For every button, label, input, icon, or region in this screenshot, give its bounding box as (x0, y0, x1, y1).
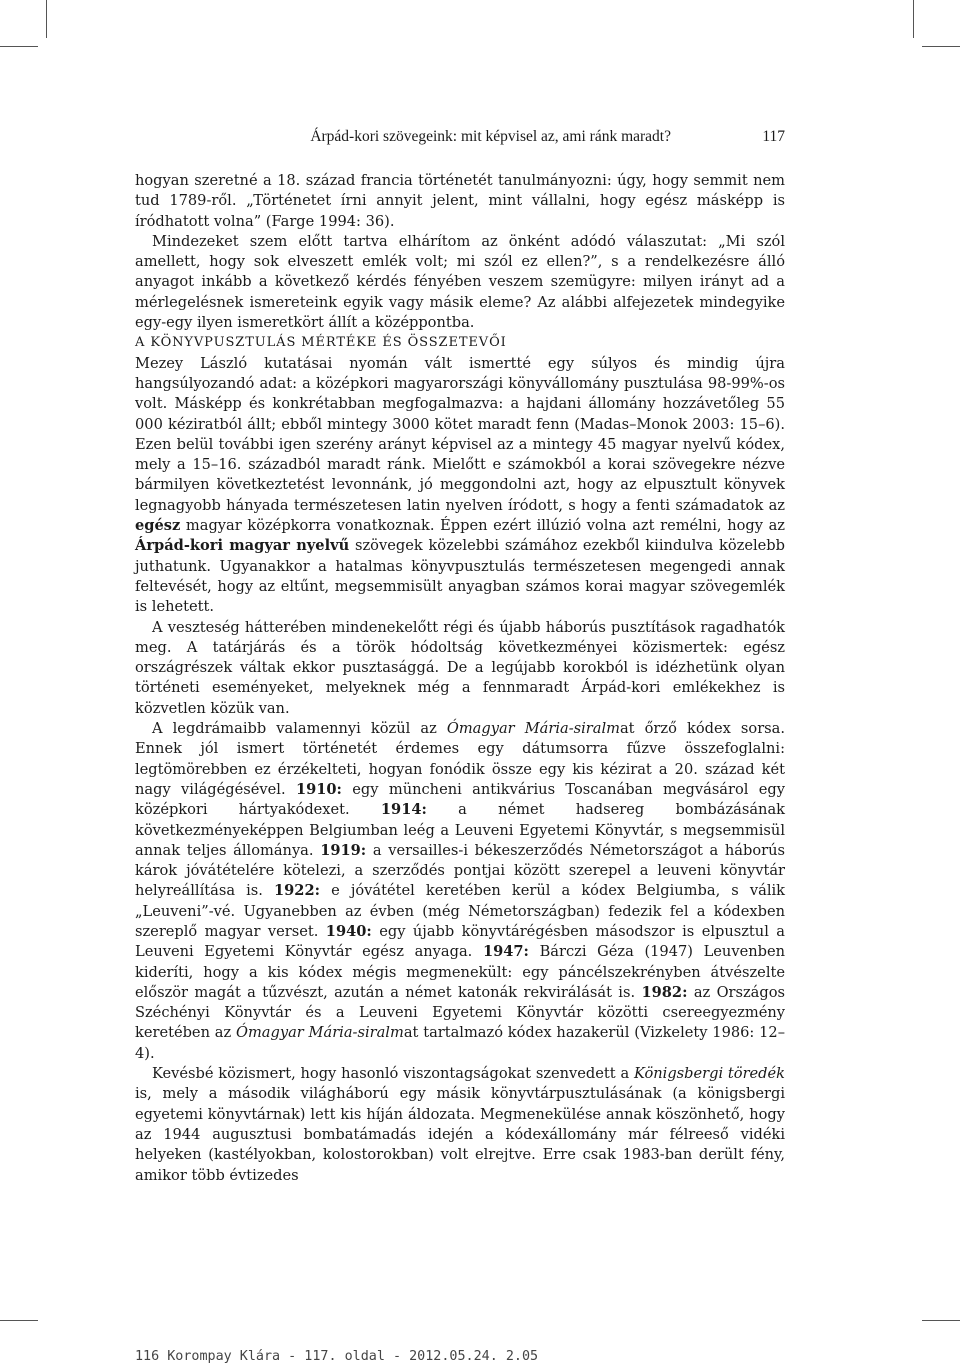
year-label: 1919: (320, 841, 367, 859)
text-run: A veszteség hátterében mindenekelőtt régi és újabb háborús pusztítások ragadhatók meg. A tatárjárás és a török hódoltság következményei közismertek: egész országrészek váltak ekkor pusztasággá. De a legújabb korokból is idézhetünk olyan történeti eseményeket, melyeknek még a fennmaradt Árpád-kori emlékekhez is közvetlen közük van. (135, 618, 785, 717)
italic-run: Ómagyar Mária-siralm (446, 720, 620, 738)
text-run: magyar középkorra vonatkoznak. Éppen ezért illúzió volna azt remélni, hogy az (180, 517, 785, 535)
year-label: 1947: (482, 943, 529, 961)
body-text (135, 171, 785, 1186)
crop-mark-top-right-h (922, 46, 960, 47)
text-run: at tartalmazó kódex hazakerül (Vizkelety 1986: 12–4). (135, 1024, 786, 1062)
text-run: Kevésbé közismert, hogy hasonló viszontagságokat szenvedett a (152, 1065, 634, 1083)
section-title: A KÖNYVPUSZTULÁS MÉRTÉKE ÉS ÖSSZETEVŐI (135, 335, 507, 351)
paragraph-6 (135, 1064, 785, 1186)
paragraph-5 (135, 719, 785, 1064)
crop-mark-top-left-h (0, 46, 38, 47)
text-run: az Országos Széchényi Könyvtár és a Leuveni Egyetemi Könyvtár közötti csereegyezmény keretében az (135, 983, 785, 1042)
italic-run: Ómagyar Mária-siralm (235, 1024, 404, 1042)
paragraph-3 (135, 354, 785, 618)
text-run: hogyan szeretné a 18. század francia történetét tanulmányozni: úgy, hogy semmit nem tud 1789-ről. „Történetet írni annyit jelent, mint vállalni, hogy egész másképp is íródhatott volna” (Farge 1994: 36). (135, 172, 785, 230)
text-run: Bárczi Géza (1947) Leuvenben kideríti, hogy a kis kódex mégis megmenekült: egy páncélszekrényben átvészelte először magát a tűzvészt, azután a német katonák rekvirálását is. (135, 943, 785, 1001)
year-label: 1982: (641, 983, 688, 1001)
year-label: 1940: (325, 922, 372, 940)
text-run: egy müncheni antikvárius Toscanában megvásárol egy középkori hártyakódexet. (135, 780, 786, 819)
text-run: Mindezeket szem előtt tartva elhárítom az önként adódó válaszutat: „Mi szól amellett, hogy sok elveszett emlék volt; mi szól ez ellen?”, s a rendelkezésre álló anyagot inkább a következő kérdés fényében veszem szemügyre: milyen irányt ad a mérlegelésnek ismereteink egyik vagy másik eleme? Az alábbi alfejezetek mindegyike egy-egy ilyen ismeretkört állít a középpontba. (135, 232, 785, 332)
year-label: 1910: (295, 780, 342, 798)
running-title: Árpád-kori szövegeink: mit képvisel az, ami ránk maradt? (310, 128, 671, 145)
text-run: a versailles-i békeszerződés Németországot a háborús károk jóvátételére kötelezi, a szerződés pontjai között szerepel a leuveni könyvtár helyreállítása is. (135, 841, 785, 900)
crop-mark-bottom-right-h (922, 1320, 960, 1321)
year-label: 1914: (380, 801, 427, 819)
bold-run: Árpád-kori magyar nyelvű (135, 537, 350, 555)
text-run: at őrző kódex sorsa. Ennek jól ismert történetét érdemes egy dátumsorra fűzve összefoglalni: legtömörebben ez érzékelteti, hogyan fonódik össze egy kis kézirat a 20. század két nagy világégésével. (135, 720, 785, 798)
paragraph-4 (135, 618, 785, 719)
text-run: e jóvátétel keretében kerül a kódex Belgiumba, s válik „Leuveni”-vé. Ugyanebben az évben (még Németországban) fedezik fel a kódexben szereplő magyar verset. (135, 882, 785, 940)
text-run: Mezey László kutatásai nyomán vált ismertté egy súlyos és mindig újra hangsúlyozandó adat: a középkori magyarországi könyvállomány pusztulása 98-99%-os volt. Másképp és konkrétabban megfogalmazva: a hajdani állomány hozzávetőleg 55 000 kéziratból állt; ebből mintegy 3000 kötet maradt fenn (Madas–Monok 2003: 15–6). Ezen belül további igen szerény arányt képvisel az a mintegy 45 magyar nyelvű kódex, mely a 15–16. századból maradt ránk. Mielőtt e számokból a korai szövegekre nézve bármilyen következtetést levonnánk, jó meggondolni azt, hogy az elpusztult könyvek legnagyobb hányada természetesen latin nyelven íródott, s hogy a fenti számadatok az (135, 354, 785, 514)
print-slug: 116 Korompay Klára - 117. oldal - 2012.05.24. 2.05 (135, 1349, 539, 1364)
bold-run: egész (135, 517, 181, 535)
running-header (135, 128, 785, 152)
text-run: egy újabb könyvtárégésben másodszor is elpusztul a Leuveni Egyetemi Könyvtár egész anyaga. (135, 922, 785, 961)
crop-mark-top-right-v (913, 0, 914, 38)
text-run: A legdrámaibb valamennyi közül az (152, 720, 447, 738)
crop-mark-top-left-v (46, 0, 47, 38)
text-run: a német hadsereg bombázásának következményeképpen Belgiumban leég a Leuveni Egyetemi Könyvtár, s megsemmisül annak teljes állománya. (135, 801, 785, 859)
text-run: szövegek közelebbi számához ezekből kiindulva közelebb juthatunk. Ugyanakkor a hatalmas könyvpusztulás természetesen megengedi annak feltevését, hogy az eltűnt, megsemmisült anyagban számos korai magyar szövegemlék is lehetett. (135, 537, 785, 616)
crop-mark-bottom-left-h (0, 1320, 38, 1321)
paragraph-1 (135, 171, 785, 232)
paragraph-2 (135, 232, 785, 333)
text-run: is, mely a második világháború egy másik könyvtárpusztulásának (a königsbergi egyetemi könyvtárnak) lett kis híján áldozata. Megmenekülése annak köszönhető, hogy az 1944 augusztusi bombatámadás idején a kódexállomány már félreeső vidéki helyeken (kastélyokban, kolostorokban) volt elrejtve. Erre csak 1983-ban derült fény, amikor több évtizedes (135, 1085, 785, 1184)
page-number: 117 (762, 128, 785, 145)
italic-run: Königsbergi töredék (633, 1065, 785, 1083)
year-label: 1922: (274, 882, 321, 900)
